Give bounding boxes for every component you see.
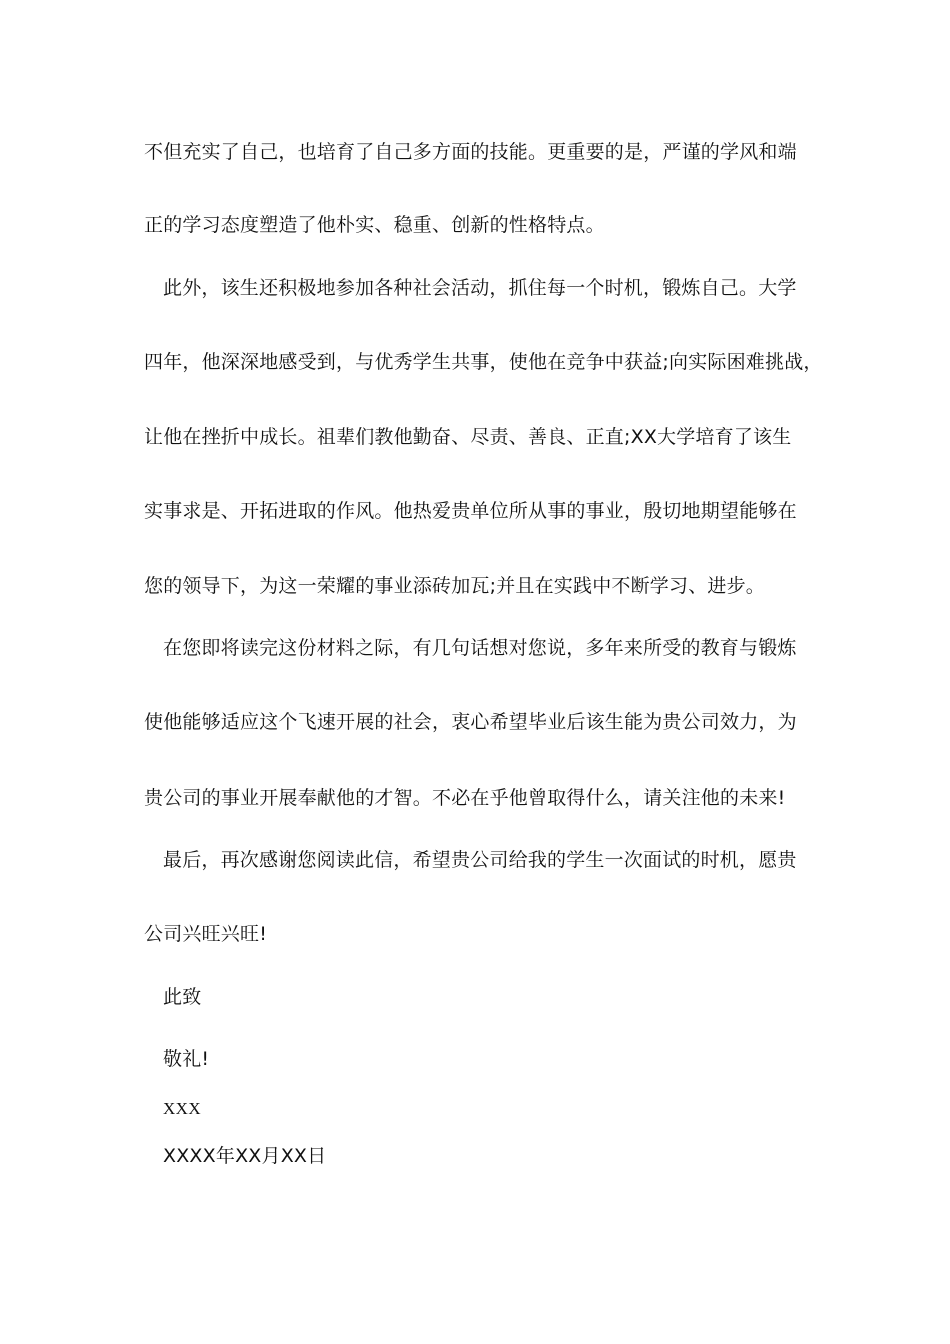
paragraph-line: 不但充实了自己，也培育了自己多方面的技能。更重要的是，严谨的学风和端 xyxy=(144,141,797,163)
paragraph-line: 在您即将读完这份材料之际，有几句话想对您说，多年来所受的教育与锻炼 xyxy=(163,637,797,659)
paragraph-line: 此外，该生还积极地参加各种社会活动，抓住每一个时机，锻炼自己。大学 xyxy=(163,277,797,299)
paragraph-line: 最后，再次感谢您阅读此信，希望贵公司给我的学生一次面试的时机，愿贵 xyxy=(163,849,797,871)
paragraph-line: 贵公司的事业开展奉献他的才智。不必在乎他曾取得什么，请关注他的未来! xyxy=(144,787,786,809)
paragraph-line: 实事求是、开拓进取的作风。他热爱贵单位所从事的事业，殷切地期望能够在 xyxy=(144,500,797,522)
paragraph-line: 您的领导下，为这一荣耀的事业添砖加瓦;并且在实践中不断学习、进步。 xyxy=(144,575,766,597)
salutation: 敬礼! xyxy=(163,1048,210,1070)
paragraph-line: 正的学习态度塑造了他朴实、稳重、创新的性格特点。 xyxy=(144,214,605,236)
signature: XXX xyxy=(163,1099,202,1118)
paragraph-line: 四年，他深深地感受到，与优秀学生共事，使他在竞争中获益;向实际困难挑战， xyxy=(144,351,823,373)
paragraph-line: 使他能够适应这个飞速开展的社会，衷心希望毕业后该生能为贵公司效力，为 xyxy=(144,711,797,733)
paragraph-line: 公司兴旺兴旺! xyxy=(144,923,268,945)
closing-phrase: 此致 xyxy=(163,986,202,1008)
date-line: XXXX年XX月XX日 xyxy=(163,1145,327,1167)
paragraph-line: 让他在挫折中成长。祖辈们教他勤奋、尽责、善良、正直;XX大学培育了该生 xyxy=(144,426,792,448)
